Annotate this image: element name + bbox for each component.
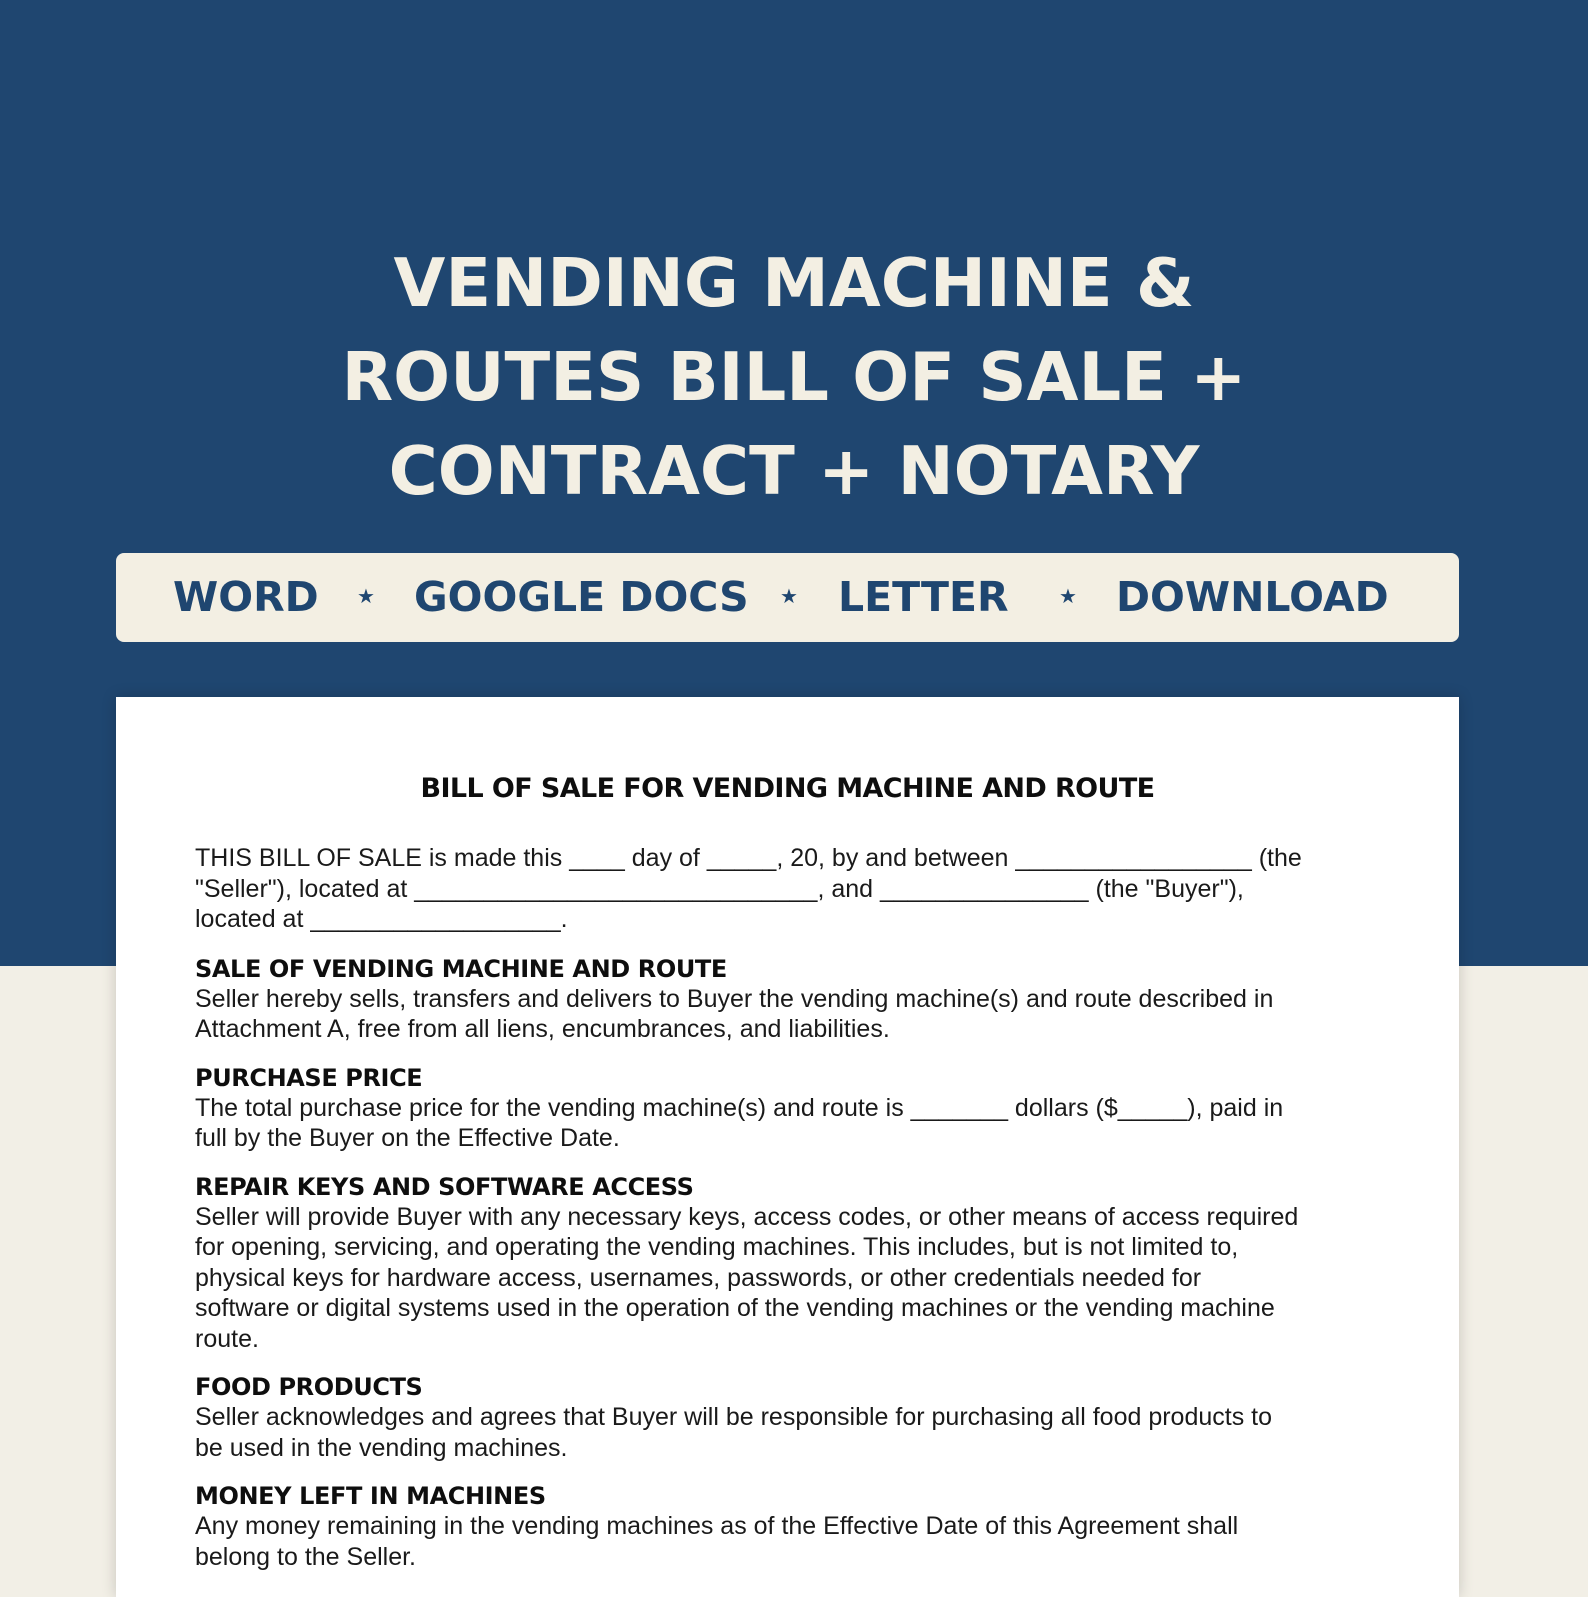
document-preview	[116, 697, 1459, 1597]
star-separator-icon: ★	[357, 586, 375, 608]
title-line: CONTRACT + NOTARY	[388, 432, 1200, 510]
format-bar	[116, 553, 1459, 642]
section-line: for opening, servicing, and operating the vending machines. This includes, but is not limited to,	[195, 1233, 1239, 1261]
section-title: REPAIR KEYS AND SOFTWARE ACCESS	[195, 1172, 694, 1201]
section-line: Seller hereby sells, transfers and delivers to Buyer the vending machine(s) and route described in	[195, 984, 1274, 1013]
title-line: ROUTES BILL OF SALE +	[341, 338, 1247, 416]
section-line: physical keys for hardware access, usernames, passwords, or other credentials needed for	[195, 1263, 1202, 1292]
format-google-docs: GOOGLE DOCS	[414, 573, 749, 621]
section-line: The total purchase price for the vending machine(s) and route is _______ dollars ($_____), paid in	[195, 1093, 1284, 1122]
intro-line: located at __________________.	[195, 905, 568, 933]
section-money-left	[195, 1481, 1395, 1572]
star-separator-icon: ★	[1059, 586, 1077, 608]
section-title: PURCHASE PRICE	[195, 1063, 423, 1092]
document-body	[195, 843, 1395, 1590]
section-line: route.	[195, 1324, 259, 1353]
section-line: Seller acknowledges and agrees that Buyer will be responsible for purchasing all food products to	[195, 1403, 1273, 1431]
intro-line: "Seller"), located at _____________________________, and _______________ (the "Buyer"),	[195, 874, 1244, 903]
format-download: DOWNLOAD	[1116, 573, 1389, 621]
section-line: software or digital systems used in the operation of the vending machines or the vending machine	[195, 1294, 1275, 1322]
star-separator-icon: ★	[780, 586, 798, 608]
section-title: SALE OF VENDING MACHINE AND ROUTE	[195, 954, 727, 983]
section-title: MONEY LEFT IN MACHINES	[195, 1482, 546, 1510]
section-line: full by the Buyer on the Effective Date.	[195, 1124, 620, 1152]
section-sale	[195, 954, 1395, 1045]
format-word: WORD	[173, 573, 319, 621]
section-line: Any money remaining in the vending machines as of the Effective Date of this Agreement shall	[195, 1512, 1239, 1540]
section-line: Seller will provide Buyer with any necessary keys, access codes, or other means of access required	[195, 1202, 1299, 1231]
section-repair-keys	[195, 1172, 1395, 1355]
section-line: be used in the vending machines.	[195, 1433, 568, 1462]
section-purchase-price	[195, 1063, 1395, 1154]
section-title: FOOD PRODUCTS	[195, 1373, 423, 1401]
intro-paragraph	[195, 843, 1395, 935]
product-title	[0, 236, 1588, 518]
intro-line: THIS BILL OF SALE is made this ____ day of _____, 20, by and between _________________ (the	[195, 844, 1302, 872]
section-line: belong to the Seller.	[195, 1542, 416, 1571]
section-food-products	[195, 1372, 1395, 1463]
section-line: Attachment A, free from all liens, encumbrances, and liabilities.	[195, 1015, 890, 1043]
format-letter: LETTER	[838, 573, 1009, 621]
title-line: VENDING MACHINE &	[393, 244, 1195, 322]
document-heading: BILL OF SALE FOR VENDING MACHINE AND ROUTE	[420, 773, 1155, 804]
